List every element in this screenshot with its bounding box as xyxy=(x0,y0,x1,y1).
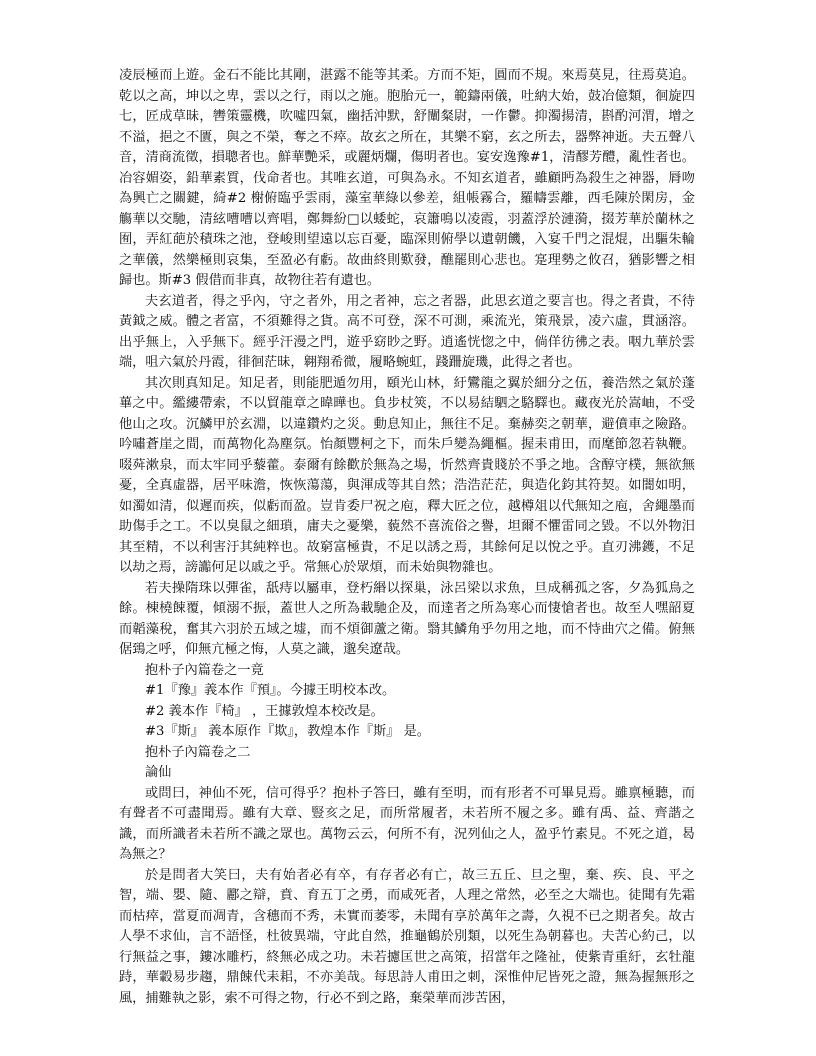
section-title: 論仙 xyxy=(145,765,172,780)
paragraph: 夫玄道者，得之乎內，守之者外，用之者神，忘之者器，此思玄道之要言也。得之者貴，不待黃鉞之威。體之者富，不須難得之貨。高不可登，深不可測，乘流光，策飛景，凌六虛，貫涵溶。出乎無上，入乎無下。經乎汗漫之門，遊乎窈眇之野。逍遙恍惚之中，倘佯彷彿之表。咽九華於雲端，咀六氣於丹霞，徘徊茫昧，翱翔希微，履略蜿虹，踐跚旋璣，此得之者也。 xyxy=(119,293,695,370)
footnote-2: #2 義本作『椅』 ，王據敦煌本校改是。 xyxy=(145,703,384,719)
paragraph: 或問曰，神仙不死，信可得乎？抱朴子答曰，雖有至明，而有形者不可畢見焉。雖禀極聽，而有聲者不可盡聞焉。雖有大章、豎亥之足，而所常履者，未若所不履之多。雖有禹、益、齊諧之識，而所識者未若所不識之眾也。萬物云云，何所不有，況列仙之人，盈乎竹素見。不死之道，曷為無之？ xyxy=(119,785,695,862)
paragraph: 若夫操隋珠以彈雀，舐痔以屬車，登朽緡以探巢，泳呂梁以求魚，旦成稱孤之客，夕為狐鳥之餘。棟橈餗覆，傾溺不振，蓋世人之所為載馳企及，而達者之所為寒心而悽愴者也。故至人嘿韶夏而韜藻稅，奮其六羽於五域之墟，而不煩御蘆之衛。翳其鱗角乎勿用之地，而不恃曲穴之備。俯無倨鵄之呼，仰無亢極之悔，人莫之識，邈矣遼哉。 xyxy=(119,580,695,657)
document-page xyxy=(119,66,695,1009)
paragraph: 其次則真知足。知足者，則能肥遁勿用，頤光山林，紆鸞龍之翼於細分之伍，養浩然之氣於蓬蓽之中。繿縷帶索，不以貿龍章之暐曄也。負步杖筴，不以易結駟之駱驛也。藏夜光於嵩岫，不受他山之攻。沉鱗甲於玄淵，以違鑽灼之災。動息知止，無往不足。棄赫奕之朝華，避僨車之險路。吟嘯蒼崖之間，而萬物化為塵氛。怡顏豐柯之下，而朱戶變為繩樞。握耒甫田，而麾節忽若執鞭。啜荈漱泉，而太牢同乎藜藿。泰爾有餘歡於無為之場，忻然齊貴賤於不爭之地。含醇守樸，無欲無憂，全真虛器，居平味澹，恢恢蕩蕩，與渾成等其自然；浩浩茫茫，與造化鈞其符契。如闇如明，如濁如清，似遲而疾，似虧而盈。豈肯委尸祝之庖，釋大匠之位，越樽俎以代無知之庖，舍繩墨而助傷手之工。不以臭鼠之細瑣，庸夫之憂樂，藐然不喜流俗之譽，坦爾不懼雷同之毀。不以外物汨其至精，不以利害汙其純粹也。故窮富極貴，不足以誘之焉，其餘何足以悅之乎。直刃沸鑊，不足以劫之焉，謗讟何足以戚之乎。常無心於眾煩，而未始與物雜也。 xyxy=(119,375,695,575)
chapter-end-line: 抱朴子內篇卷之一竟 xyxy=(145,662,264,678)
paragraph: 於是問者大笑曰，夫有始者必有卒，有存者必有亡，故三五丘、旦之聖，棄、疾、良、平之智，端、嬰、隨、酈之辯，賁、育五丁之勇，而咸死者，人理之常然，必至之大端也。徒聞有先霜而枯瘁，當夏而凋青，含穗而不秀，未實而萎零，未聞有享於萬年之壽，久視不已之期者矣。故古人學不求仙，言不語怪，杜彼異端，守此自然，推龜鶴於別類，以死生為朝暮也。夫苦心約己，以行無益之事，鏤冰雕朽，終無必成之功。未若攄匡世之高策，招當年之隆祉，使紫青重紆，玄牡龍跱，華轂易步趨，鼎餗代耒耜，不亦美哉。每思詩人甫田之刺，深惟仲尼皆死之證，無為握無形之風，捕難執之影，索不可得之物，行必不到之路，棄榮華而涉苦困， xyxy=(119,867,695,1006)
chapter-title: 抱朴子內篇卷之二 xyxy=(145,744,251,760)
paragraph: 凌辰極而上遊。金石不能比其剛，湛露不能等其柔。方而不矩，圓而不規。來焉莫見，往焉莫追。乾以之高，坤以之卑，雲以之行，雨以之施。胞胎元一，範鑄兩儀，吐納大始，鼓冶億類，徊旋四七，匠成草昧，轡策靈機，吹噓四氣，幽括沖默，舒闡粲尉，一作鬱。抑濁揚清，斟酌河渭，增之不溢，挹之不匱，與之不榮，奪之不瘁。故玄之所在，其樂不窮，玄之所去，器弊神逝。夫五聲八音，清商流徵，損聰者也。鮮華艷采，或麗炳爛，傷明者也。宴安逸豫#1，清醪芳醴，亂性者也。冶容媚姿，鉛華素質，伐命者也。其唯玄道，可與為永。不知玄道者，雖顧眄為殺生之神器，脣吻為興亡之關鍵，綺#2 榭俯臨乎雲雨，藻室華綠以參差，組帳霧合，羅幬雲離，西毛陳於閑房，金觴華以交馳，清絃嘈嘈以齊唱，鄭舞紛□以蜲蛇，哀簫鳴以凌霞，羽蓋浮於漣漪，掇芳華於蘭林之囿，弄紅葩於積珠之池，登峻則望遠以忘百憂，臨深則俯學以遺朝饑，入宴千門之混焜，出驅朱輪之華儀，然樂極則哀集，至盈必有虧。故曲終則歎發，醮罷則心悲也。寔理勢之攸召，猶影響之相歸也。斯#3 假借而非真，故物往若有遺也。 xyxy=(119,68,695,288)
footnote-3: #3『斯』 義本原作『欺』，教煌本作『斯』 是。 xyxy=(145,724,430,739)
footnote-1: #1『豫』義本作『預』。今據王明校本改。 xyxy=(145,683,396,698)
